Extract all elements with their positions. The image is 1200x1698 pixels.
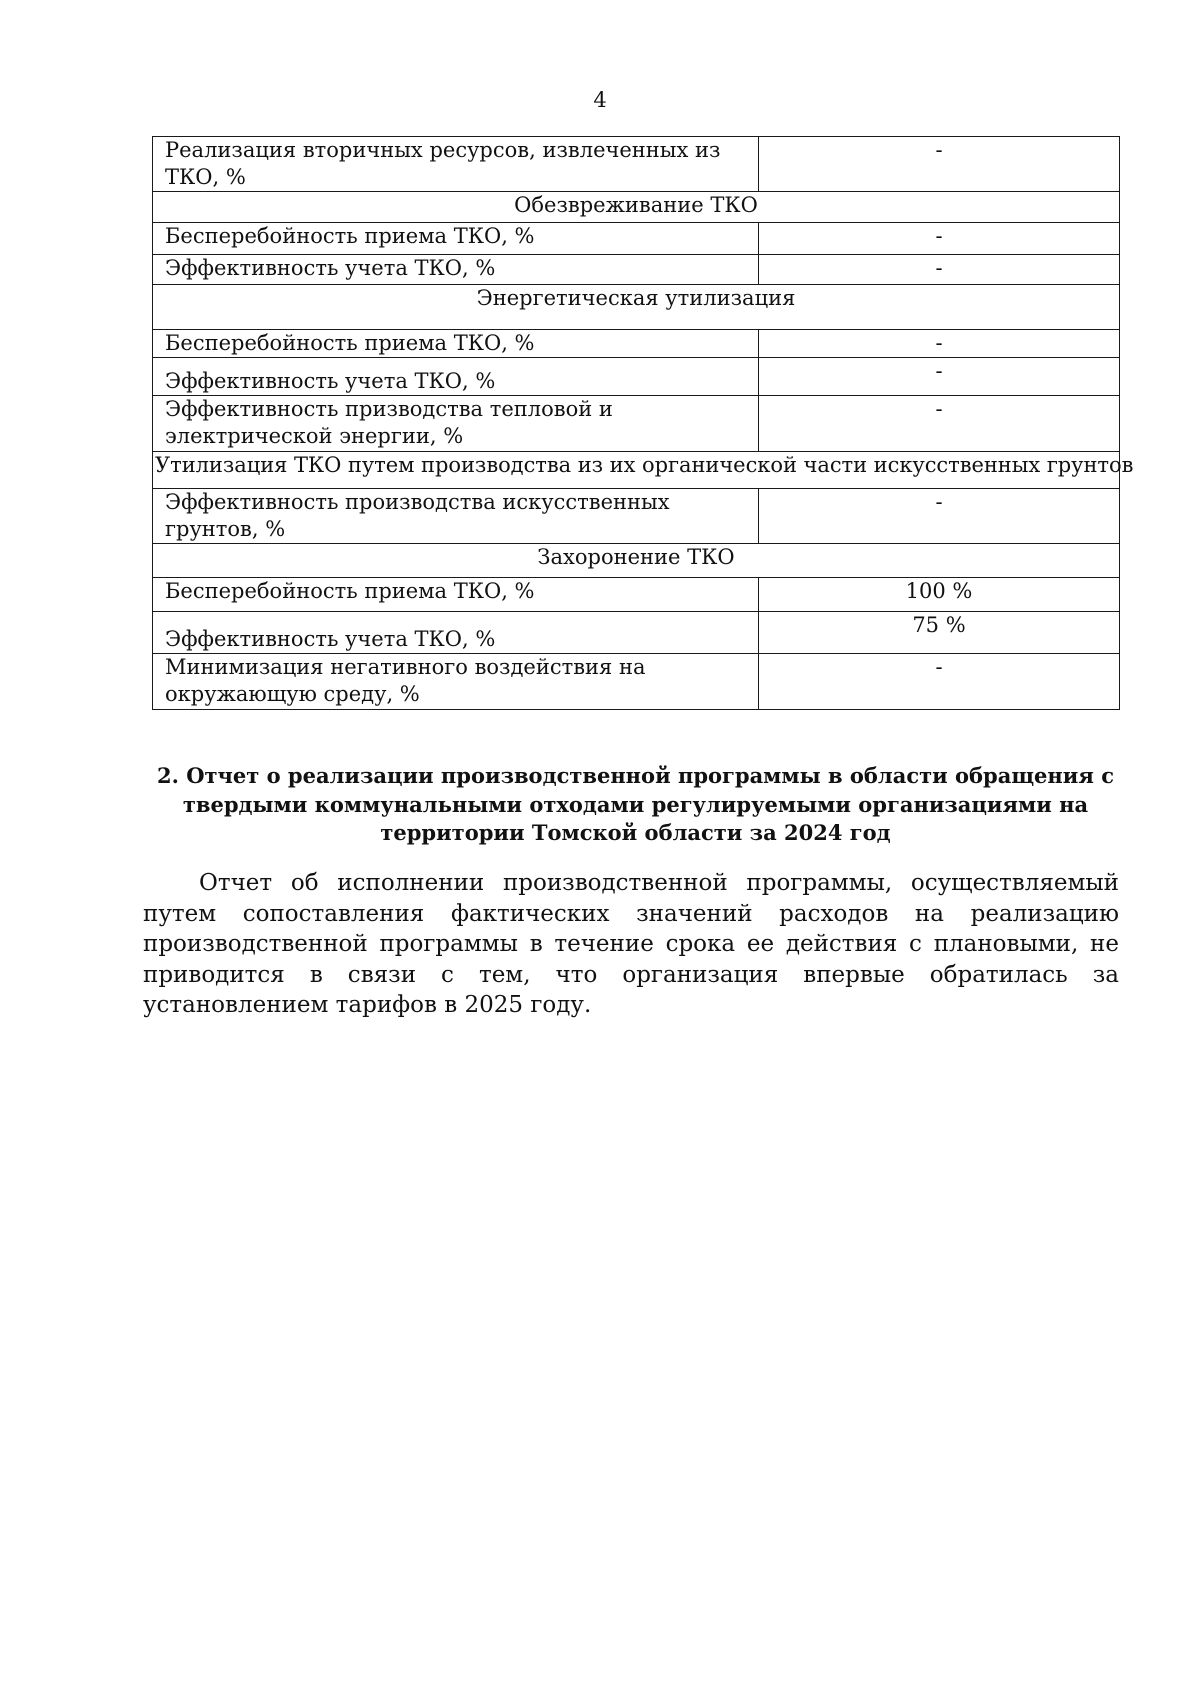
section-title: Энергетическая утилизация xyxy=(153,285,1120,330)
indicator-value: - xyxy=(759,489,1120,544)
table-row xyxy=(153,396,1120,452)
body-paragraph: Отчет об исполнении производственной программы, осуществляемый путем сопоставления фактических значений расходов на реализацию производственной программы в течение срока ее действия с плановыми, не приводится в связи с тем, что организация впервые обратилась за установлением тарифов в 2025 году. xyxy=(143,870,1119,1018)
indicator-value: - xyxy=(759,137,1120,192)
indicators-table xyxy=(152,136,1134,710)
section-row xyxy=(153,544,1120,578)
indicator-name: Бесперебойность приема ТКО, % xyxy=(153,223,759,255)
table-row xyxy=(153,489,1120,544)
indicator-name: Бесперебойность приема ТКО, % xyxy=(153,330,759,358)
page-number: 4 xyxy=(593,88,607,112)
indicator-value: - xyxy=(759,358,1120,396)
indicator-name: Минимизация негативного воздействия на окружающую среду, % xyxy=(153,654,759,710)
section-row xyxy=(153,192,1120,223)
indicator-value: 100 % xyxy=(759,578,1120,612)
indicator-value: - xyxy=(759,330,1120,358)
indicator-value: 75 % xyxy=(759,612,1120,654)
section-row xyxy=(153,452,1120,489)
table-row xyxy=(153,612,1120,654)
table-row xyxy=(153,223,1120,255)
table-row xyxy=(153,137,1120,192)
indicator-value: - xyxy=(759,396,1120,452)
section-title: Утилизация ТКО путем производства из их органической части искусственных грунтов xyxy=(153,452,1120,489)
section-title: Обезвреживание ТКО xyxy=(153,192,1120,223)
table-row xyxy=(153,358,1120,396)
indicator-name: Эффективность учета ТКО, % xyxy=(153,255,759,285)
section-title: Захоронение ТКО xyxy=(153,544,1120,578)
indicator-value: - xyxy=(759,255,1120,285)
indicator-name: Эффективность производства искусственных грунтов, % xyxy=(153,489,759,544)
section-row xyxy=(153,285,1120,330)
indicator-name: Эффективность призводства тепловой и электрической энергии, % xyxy=(153,396,759,452)
table-row xyxy=(153,654,1120,710)
indicator-value: - xyxy=(759,654,1120,710)
table-row xyxy=(153,578,1120,612)
indicator-name: Эффективность учета ТКО, % xyxy=(153,358,759,396)
indicator-name: Бесперебойность приема ТКО, % xyxy=(153,578,759,612)
indicator-name: Реализация вторичных ресурсов, извлеченных из ТКО, % xyxy=(153,137,759,192)
indicator-value: - xyxy=(759,223,1120,255)
indicator-name: Эффективность учета ТКО, % xyxy=(153,612,759,654)
table-row xyxy=(153,255,1120,285)
table-row xyxy=(153,330,1120,358)
section-heading: 2. Отчет о реализации производственной программы в области обращения с твердыми коммунальными отходами регулируемыми организациями на территории Томской области за 2024 год xyxy=(157,763,1114,845)
